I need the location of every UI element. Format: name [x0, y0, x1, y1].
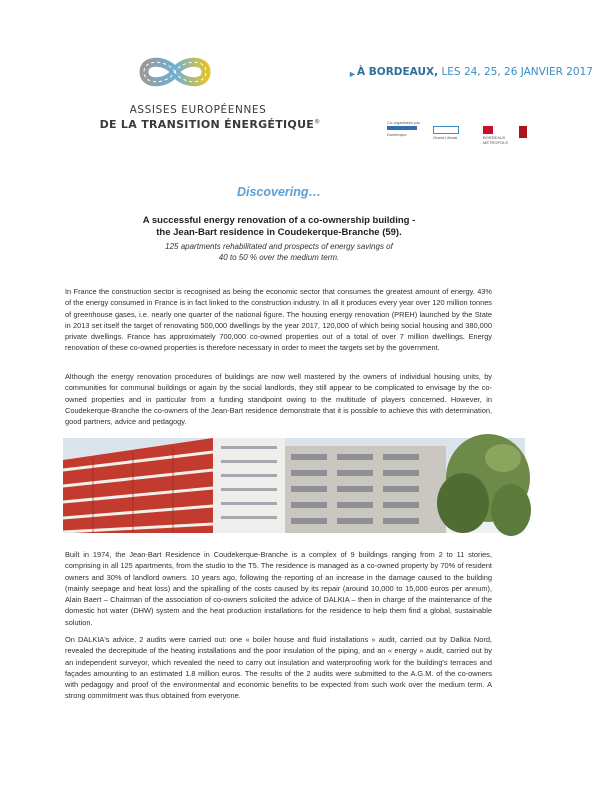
co-organized-label: Co-organisées par: [387, 120, 420, 125]
partner-logo-bordeaux-metropole: [483, 126, 511, 145]
paragraph-2: Although the energy renovation procedures of buildings are now well mastered by the owners of individual housing units, by communities for communal buildings or again by the social landlords, they still appear to be complicated to envisage by the co-owned properties and in particular from a funding standpoint owing to the multitude of players concerned. However, in Coudekerque-Branche the co-owners of the Jean-Bart residence demonstrate that it is possible to achieve this with determination, good partners, advice and pedagogy.: [65, 372, 492, 427]
headline-line: the Jean-Bart residence in Coudekerque-Branche (59).: [156, 227, 402, 238]
paragraph-4: On DALKIA's advice, 2 audits were carried out: one « boiler house and fluid installations » audit, carried out by Dalkia Nord, revealed the decrepitude of the heating installations and the poor insulation of the piping, and an « energy » audit, carried out by an independent surveyor, which revealed the need to carry out insulation and waterproofing work for the building's terraces and façades amounting to an estimated 1.8 million euros. The results of the 2 audits were submitted to the A.G.M. of the co-owners with pedagogy and proof of the environmental and economic benefits to be expected from such work over the medium term. A strong commitment was thus obtained from everyone.: [65, 635, 492, 701]
partner-logo-dunkerque: [387, 126, 421, 142]
building-illustration: [63, 438, 525, 533]
logo-title-line2-text: DE LA TRANSITION ÉNERGÉTIQUE: [99, 118, 315, 131]
partner-name: Dunkerque: [387, 132, 407, 137]
section-title: Discovering…: [236, 185, 322, 199]
residence-photo: [63, 438, 525, 533]
event-info: [357, 66, 593, 78]
paragraph-3: Built in 1974, the Jean-Bart Residence in Coudekerque-Branche is a complex of 9 buildings ranging from 2 to 11 stories, comprising in all 125 apartments, from the studio to the T5. The residence is managed as a co-owned property by 70% of resident owners and 30% of landlord owners. 10 years ago, following the reporting of an increase in the damage caused to the building (mainly seepage and heat loss) and the spiralling of the costs caused by its repair (around 10,000 to 15,000 euros per annum), Alain Baert – Chairman of the association of co-owners solicited the advice of DALKIA – then in charge of the maintenance of the domestic hot water (DHW) system and the heat production installations for the residence to help them find a global, sustainable solution.: [65, 550, 492, 627]
partner-logos: [387, 126, 537, 145]
partner-logo-grand-littoral: [433, 126, 473, 142]
partner-name: Grand Littoral: [433, 135, 458, 140]
infinity-loop-road-icon: [138, 52, 212, 92]
header-banner: [50, 22, 593, 145]
headline-line: A successful energy renovation of a co-ownership building -: [142, 215, 416, 226]
paragraph-1: In France the construction sector is recognised as being the economic sector that consumes the greatest amount of energy. 43% of the energy consumed in France is in fact linked to the construction industry. In all it produces every year over 120 million tonnes of greenhouse gases, i.e. nearly one quarter of the national figure. The housing energy renovation (PREH) launched by the State in 2013 set itself the target of renovating 500,000 dwellings by the year 2017, 120,000 of which being social housing and 380,000 private dwellings. France has approximately 700,000 co-owned properties out of a total of over 7 million dwellings. Energy renovation of these co-owned properties is therefore necessary in order to meet the targets set by the government.: [65, 287, 492, 353]
partner-logo-crest: [519, 126, 533, 142]
logo-title-line2: [80, 118, 340, 131]
registered-mark: ®: [314, 118, 321, 126]
event-dates: LES 24, 25, 26 JANVIER 2017: [441, 66, 593, 78]
triangle-right-icon: ►: [348, 69, 357, 79]
subhead-line: 125 apartments rehabilitated and prospects of energy savings of: [165, 242, 393, 251]
subhead-line: 40 to 50 % over the medium term.: [218, 253, 340, 262]
event-location: À BORDEAUX,: [357, 66, 439, 78]
article-subhead: [100, 241, 458, 263]
article-headline: [100, 215, 458, 239]
partner-name: BORDEAUX MÉTROPOLE: [483, 135, 509, 145]
logo-title-line1: ASSISES EUROPÉENNES: [129, 104, 267, 116]
